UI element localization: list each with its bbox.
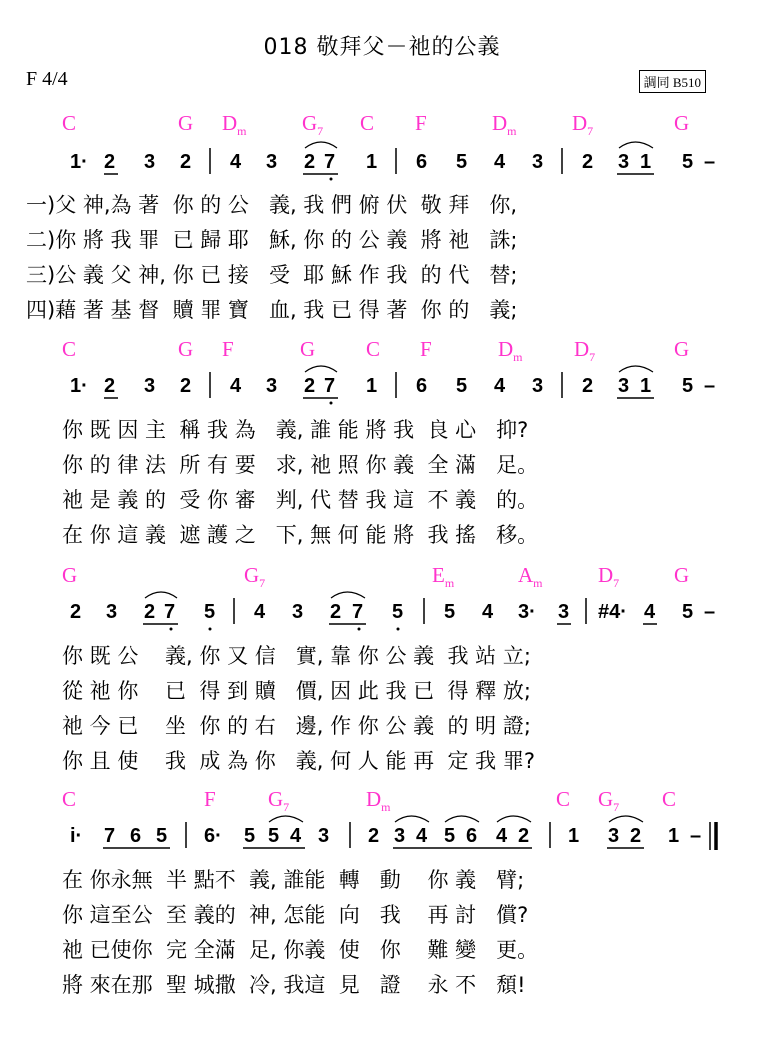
lyric-line: 祂 已使你 完 全滿 足, 你義 使 你 難 變 更。 bbox=[62, 938, 539, 962]
note: 3 bbox=[532, 151, 544, 173]
note: – bbox=[690, 825, 702, 847]
note: 3 bbox=[106, 601, 118, 623]
note: 1 bbox=[366, 375, 378, 397]
note: 5 bbox=[444, 601, 456, 623]
chord: C bbox=[366, 337, 381, 361]
note: #4· bbox=[598, 601, 627, 623]
note: 1 bbox=[366, 151, 378, 173]
chord: G bbox=[674, 563, 690, 587]
note: 4 bbox=[230, 375, 242, 397]
note: 4 bbox=[644, 601, 656, 623]
system-2-lyrics bbox=[62, 418, 538, 547]
page-title: 018 敬拜父－祂的公義 bbox=[263, 35, 501, 60]
note: 4 bbox=[230, 151, 242, 173]
chord: C bbox=[62, 337, 77, 361]
chord: C bbox=[360, 111, 375, 135]
note: 7 bbox=[324, 151, 336, 173]
note: 5 bbox=[392, 601, 404, 623]
note: 2 bbox=[180, 151, 192, 173]
lyric-line: 祂 是 義 的 受 你 審 判, 代 替 我 這 不 義 的。 bbox=[62, 488, 539, 512]
note: 5 bbox=[456, 151, 468, 173]
note: 3 bbox=[532, 375, 544, 397]
note: 5 bbox=[156, 825, 168, 847]
note: 3 bbox=[318, 825, 330, 847]
note: 3 bbox=[394, 825, 406, 847]
lyric-line: 四)藉 著 基 督 贖 罪 寶 血, 我 已 得 著 你 的 義; bbox=[26, 298, 518, 322]
chord: G bbox=[62, 563, 78, 587]
lyric-line: 祂 今 已 坐 你 的 右 邊, 作 你 公 義 的 明 證; bbox=[62, 714, 531, 738]
note: – bbox=[704, 375, 716, 397]
lyric-line: 在 你 這 義 遮 護 之 下, 無 何 能 將 我 搖 移。 bbox=[62, 523, 539, 547]
note: 6 bbox=[416, 151, 428, 173]
note: 3 bbox=[618, 375, 630, 397]
chord: $D_m$ bbox=[222, 111, 247, 138]
system-3-chords bbox=[62, 563, 689, 590]
system-3-lyrics bbox=[62, 644, 535, 773]
note: 3 bbox=[292, 601, 304, 623]
chord: $G_7$ bbox=[244, 563, 266, 590]
note: 2 bbox=[330, 601, 342, 623]
system-1-chords bbox=[62, 111, 689, 138]
lyric-line: 一)父 神,為 著 你 的 公 義, 我 們 俯 伏 敬 拜 你, bbox=[26, 193, 518, 217]
note: 3 bbox=[144, 375, 156, 397]
system-1-notes bbox=[70, 142, 715, 181]
chord: C bbox=[62, 787, 77, 811]
note: 4 bbox=[494, 151, 506, 173]
note: 2 bbox=[582, 151, 594, 173]
note: 4 bbox=[496, 825, 508, 847]
chord: $D_7$ bbox=[572, 111, 594, 138]
lyric-line: 你 既 因 主 稱 我 為 義, 誰 能 將 我 良 心 抑? bbox=[62, 418, 529, 442]
chord: G bbox=[674, 337, 690, 361]
chord: $G_7$ bbox=[302, 111, 324, 138]
note: 2 bbox=[70, 601, 82, 623]
note: 3 bbox=[558, 601, 570, 623]
lyric-line: 你 既 公 義, 你 又 信 實, 靠 你 公 義 我 站 立; bbox=[62, 644, 531, 668]
note: 6 bbox=[466, 825, 478, 847]
note: 5 bbox=[244, 825, 256, 847]
chord: C bbox=[556, 787, 571, 811]
chord: $G_7$ bbox=[598, 787, 620, 814]
note: 3 bbox=[266, 375, 278, 397]
note: 1 bbox=[668, 825, 680, 847]
note: 2 bbox=[180, 375, 192, 397]
note: 1 bbox=[640, 151, 652, 173]
chord: $D_m$ bbox=[492, 111, 517, 138]
note: 1· bbox=[70, 375, 88, 397]
chord: $D_m$ bbox=[498, 337, 523, 364]
system-2-notes bbox=[70, 366, 715, 405]
note: 2 bbox=[518, 825, 530, 847]
system-1-lyrics bbox=[26, 193, 517, 322]
chord: G bbox=[178, 111, 194, 135]
system-4-chords bbox=[62, 787, 676, 814]
note: 5 bbox=[444, 825, 456, 847]
note: 7 bbox=[324, 375, 336, 397]
note: 5 bbox=[682, 601, 694, 623]
system-2-chords bbox=[62, 337, 689, 364]
system-4-notes bbox=[70, 816, 716, 850]
note: 2 bbox=[582, 375, 594, 397]
note: 5 bbox=[456, 375, 468, 397]
note: 1 bbox=[640, 375, 652, 397]
lyric-line: 二)你 將 我 罪 已 歸 耶 穌, 你 的 公 義 將 祂 誅; bbox=[26, 228, 518, 252]
note: 3 bbox=[618, 151, 630, 173]
chord: $E_m$ bbox=[432, 563, 455, 590]
lyric-line: 從 祂 你 已 得 到 贖 價, 因 此 我 已 得 釋 放; bbox=[62, 679, 531, 703]
chord: C bbox=[62, 111, 77, 135]
note: 3· bbox=[518, 601, 536, 623]
chord: $D_7$ bbox=[574, 337, 596, 364]
note: 2 bbox=[144, 601, 156, 623]
chord: F bbox=[222, 337, 234, 361]
tune-reference: 調同 B510 bbox=[639, 70, 706, 93]
note: 4 bbox=[416, 825, 428, 847]
system-4-lyrics bbox=[62, 868, 538, 997]
lyric-line: 將 來在那 聖 城撒 冷, 我這 見 證 永 不 頹! bbox=[62, 973, 526, 997]
note: 4 bbox=[254, 601, 266, 623]
note: 3 bbox=[608, 825, 620, 847]
note: 7 bbox=[104, 825, 116, 847]
lyric-line: 三)公 義 父 神, 你 已 接 受 耶 穌 作 我 的 代 替; bbox=[26, 263, 518, 287]
note: 2 bbox=[304, 151, 316, 173]
chord: $D_m$ bbox=[366, 787, 391, 814]
chord: $G_7$ bbox=[268, 787, 290, 814]
note: 1· bbox=[70, 151, 88, 173]
lyric-line: 在 你永無 半 點不 義, 誰能 轉 動 你 義 臂; bbox=[62, 868, 525, 892]
chord: F bbox=[415, 111, 427, 135]
chord: F bbox=[420, 337, 432, 361]
note: i· bbox=[70, 825, 83, 847]
note: 6 bbox=[416, 375, 428, 397]
note: 3 bbox=[266, 151, 278, 173]
note: 5 bbox=[268, 825, 280, 847]
lyric-line: 你 的 律 法 所 有 要 求, 祂 照 你 義 全 滿 足。 bbox=[62, 453, 539, 477]
note: – bbox=[704, 601, 716, 623]
note: 5 bbox=[682, 151, 694, 173]
note: 2 bbox=[104, 375, 116, 397]
note: 4 bbox=[494, 375, 506, 397]
note: 3 bbox=[144, 151, 156, 173]
chord: $A_m$ bbox=[518, 563, 543, 590]
note: 4 bbox=[290, 825, 302, 847]
note: 2 bbox=[104, 151, 116, 173]
lyric-line: 你 這至公 至 義的 神, 怎能 向 我 再 討 償? bbox=[62, 903, 529, 927]
chord: G bbox=[674, 111, 690, 135]
note: 2 bbox=[368, 825, 380, 847]
chord: C bbox=[662, 787, 677, 811]
note: 7 bbox=[164, 601, 176, 623]
chord: F bbox=[204, 787, 216, 811]
chord: G bbox=[178, 337, 194, 361]
chord: $D_7$ bbox=[598, 563, 620, 590]
note: 1 bbox=[568, 825, 580, 847]
note: 7 bbox=[352, 601, 364, 623]
chord: G bbox=[300, 337, 316, 361]
note: 5 bbox=[204, 601, 216, 623]
note: 5 bbox=[682, 375, 694, 397]
note: 6· bbox=[204, 825, 222, 847]
note: 2 bbox=[630, 825, 642, 847]
note: – bbox=[704, 151, 716, 173]
note: 6 bbox=[130, 825, 142, 847]
system-3-notes bbox=[70, 592, 715, 631]
note: 4 bbox=[482, 601, 494, 623]
key-signature: F 4/4 bbox=[26, 68, 68, 90]
lyric-line: 你 且 使 我 成 為 你 義, 何 人 能 再 定 我 罪? bbox=[62, 749, 536, 773]
note: 2 bbox=[304, 375, 316, 397]
